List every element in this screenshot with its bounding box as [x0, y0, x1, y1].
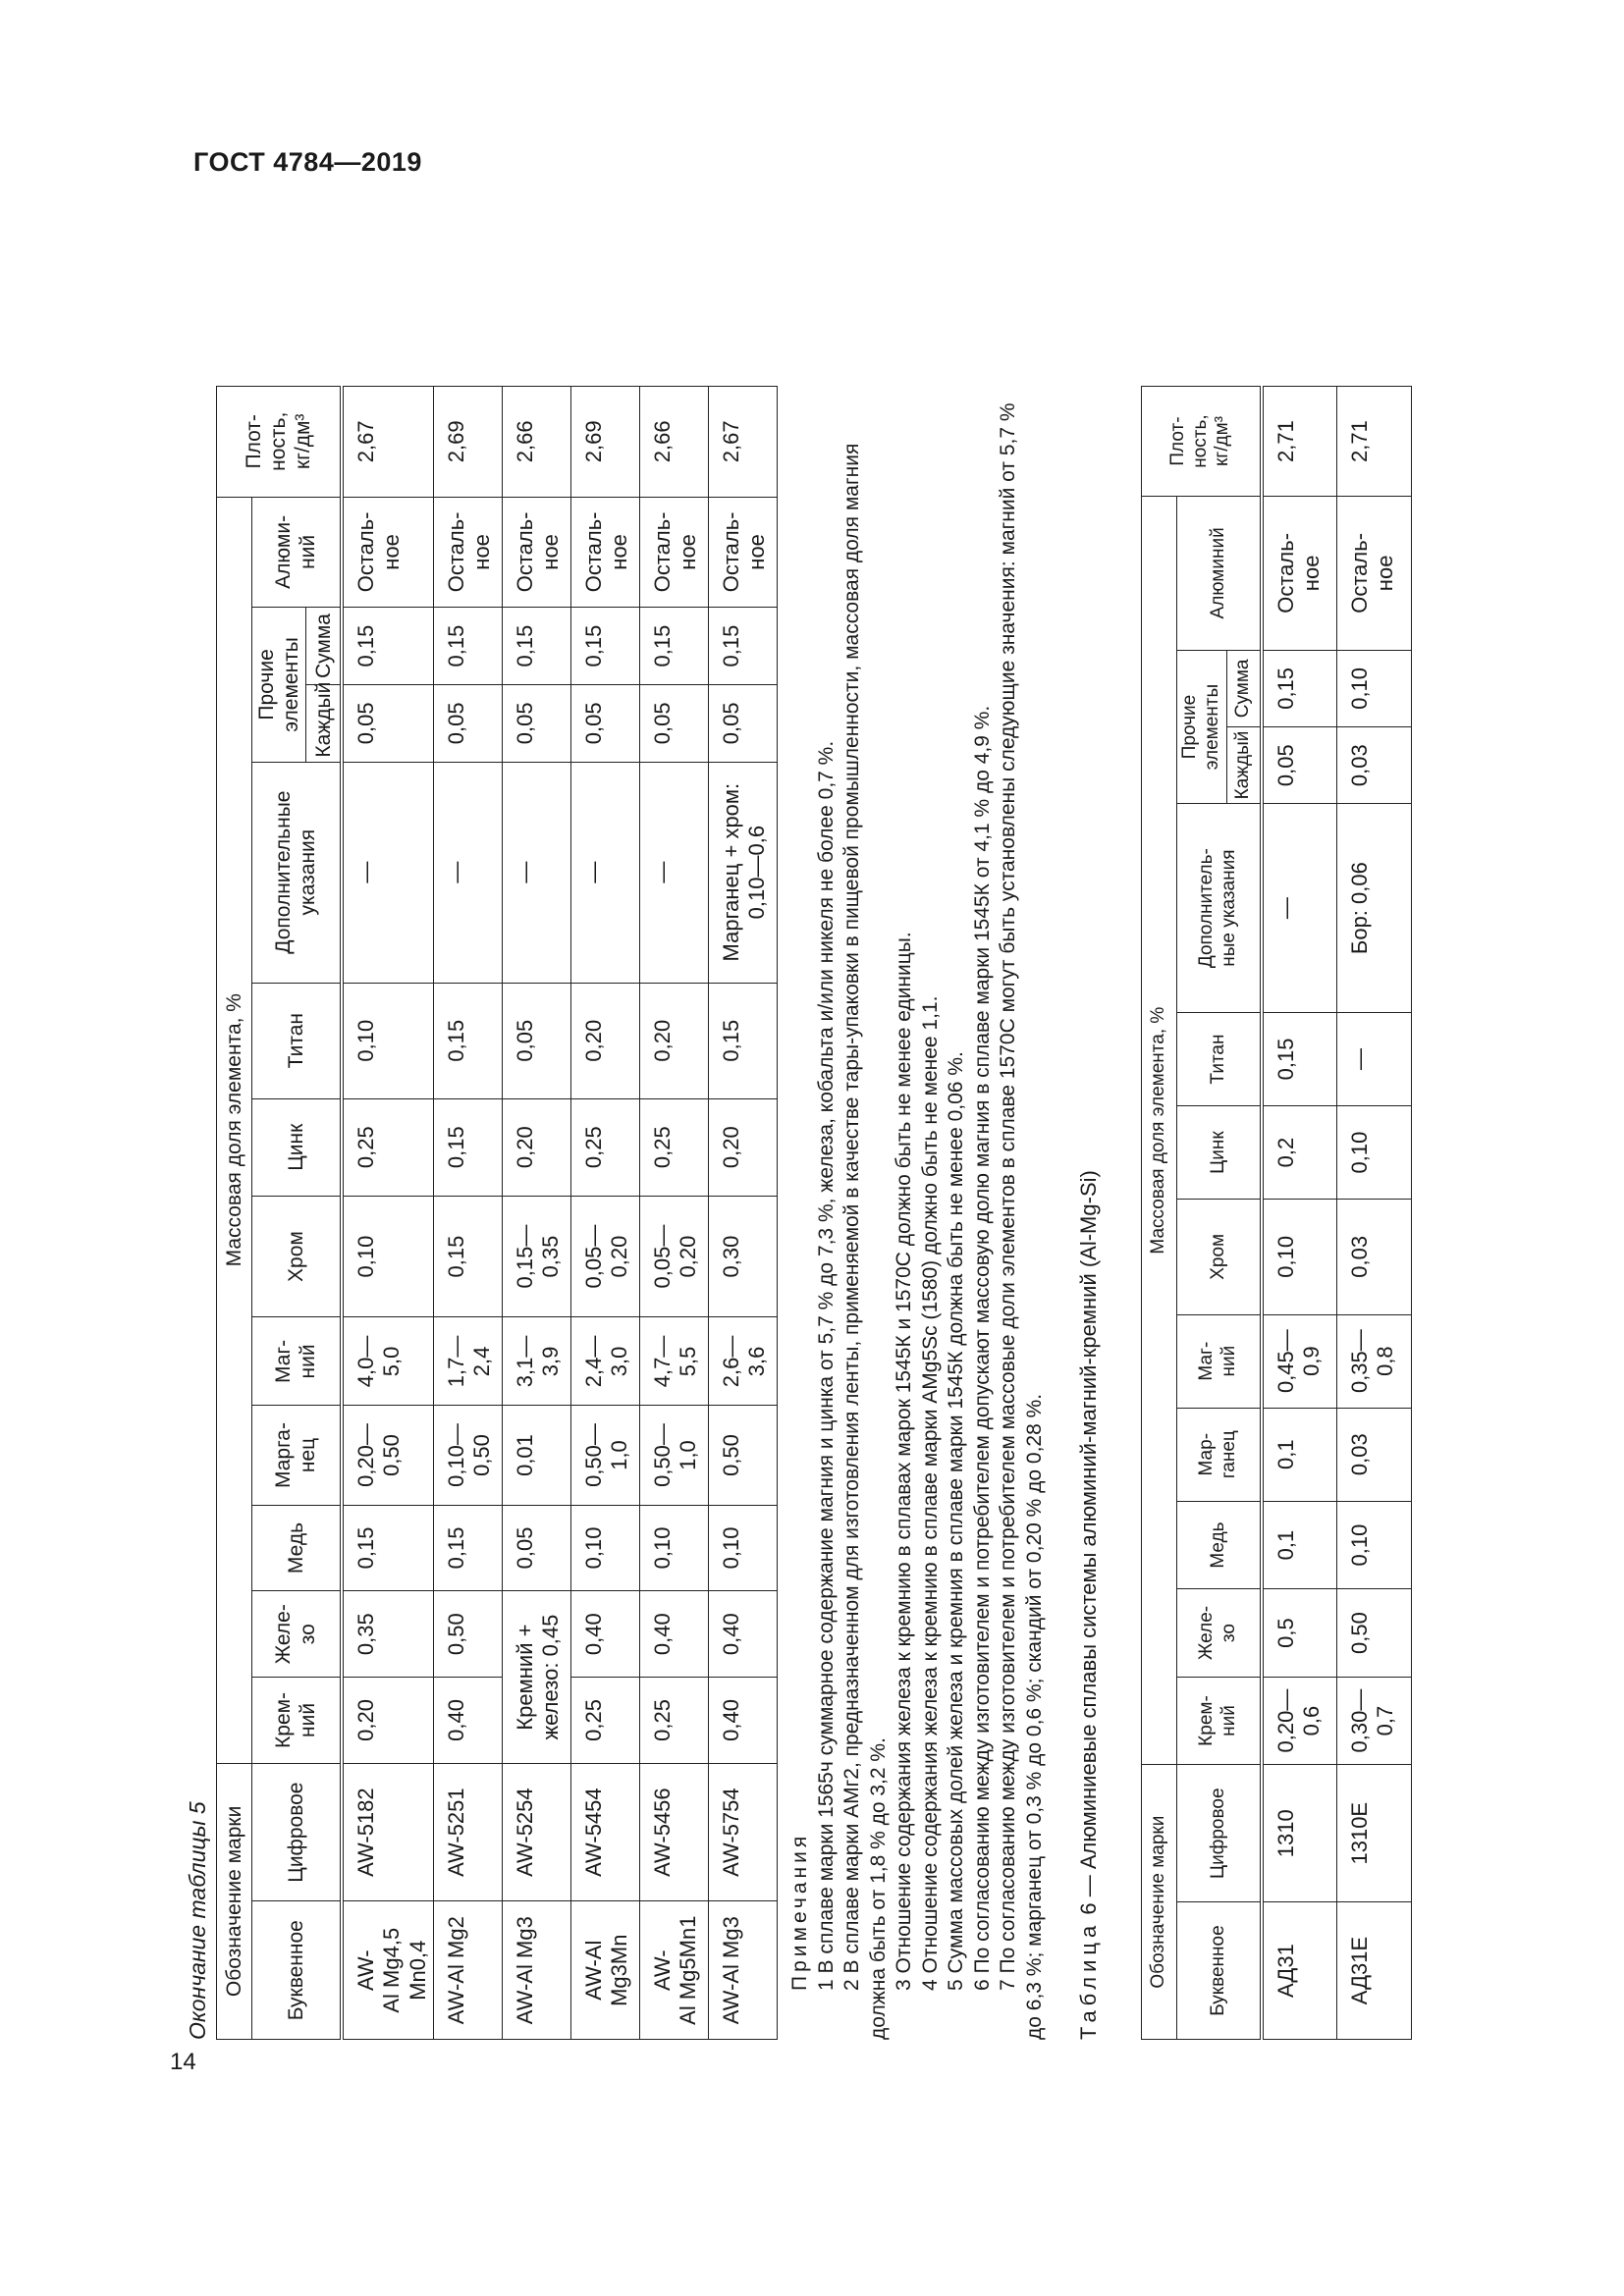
- cell-zn: 0,20: [503, 1098, 571, 1196]
- cell-mg: 0,45— 0,9: [1262, 1314, 1336, 1408]
- cell-fe: 0,50: [434, 1591, 503, 1678]
- cell-mn: 0,10— 0,50: [434, 1406, 503, 1505]
- t5-header-letter: Буквенное: [252, 1901, 342, 2040]
- t5-header-each: Каждый: [306, 684, 342, 762]
- cell-cu: 0,1: [1262, 1501, 1336, 1589]
- cell-digital: 1310Е: [1336, 1765, 1411, 1902]
- table6-caption: [1069, 204, 1109, 2040]
- cell-each: 0,05: [342, 684, 434, 762]
- cell-density: 2,69: [434, 387, 503, 498]
- cell-density: 2,71: [1262, 387, 1336, 497]
- cell-zn: 0,2: [1262, 1106, 1336, 1200]
- t6-header-additional: Дополнитель- ные указания: [1177, 804, 1263, 1013]
- cell-mn: 0,03: [1336, 1408, 1411, 1501]
- cell-letter: AW-Al Mg3Mn: [571, 1901, 640, 2040]
- cell-letter: AW- Al Mg5Mn1: [640, 1901, 709, 2040]
- table6-block: [1141, 204, 1455, 2040]
- page-number: 14: [170, 2049, 196, 2075]
- cell-zn: 0,25: [342, 1098, 434, 1196]
- cell-al: Осталь- ное: [434, 497, 503, 608]
- cell-sum: 0,10: [1336, 650, 1411, 726]
- cell-si: 0,40: [709, 1678, 778, 1764]
- cell-mg: 1,7— 2,4: [434, 1317, 503, 1406]
- cell-each: 0,05: [434, 684, 503, 762]
- cell-mg: 2,6— 3,6: [709, 1317, 778, 1406]
- cell-al: Осталь- ное: [1336, 497, 1411, 651]
- t6-header-zinc: Цинк: [1177, 1106, 1263, 1200]
- cell-cu: 0,10: [1336, 1501, 1411, 1589]
- cell-sum: 0,15: [571, 608, 640, 685]
- table5-notes: [787, 386, 1048, 2040]
- cell-al: Осталь- ное: [571, 497, 640, 608]
- cell-cr: 0,15— 0,35: [503, 1196, 571, 1317]
- cell-add: —: [640, 762, 709, 983]
- cell-ti: 0,05: [503, 983, 571, 1098]
- cell-zn: 0,20: [709, 1098, 778, 1196]
- table5-block: [179, 204, 1278, 2040]
- cell-density: 2,66: [503, 387, 571, 498]
- cell-letter: AW-Al Mg2: [434, 1901, 503, 2040]
- table-row: [503, 387, 571, 2040]
- cell-mg: 0,35— 0,8: [1336, 1314, 1411, 1408]
- t5-header-aluminium: Алюми- ний: [252, 497, 342, 608]
- cell-each: 0,05: [709, 684, 778, 762]
- cell-fe: 0,40: [640, 1591, 709, 1678]
- cell-sum: 0,15: [434, 608, 503, 685]
- cell-cu: 0,15: [434, 1505, 503, 1591]
- cell-digital: AW-5456: [640, 1763, 709, 1901]
- t5-header-titanium: Титан: [252, 983, 342, 1098]
- table-row: [640, 387, 709, 2040]
- cell-cr: 0,05— 0,20: [571, 1196, 640, 1317]
- cell-mn: 0,20— 0,50: [342, 1406, 434, 1505]
- cell-add: —: [342, 762, 434, 983]
- cell-cu: 0,10: [571, 1505, 640, 1591]
- t6-header-silicon: Крем- ний: [1177, 1677, 1263, 1765]
- cell-si: 0,30— 0,7: [1336, 1677, 1411, 1765]
- cell-add: —: [503, 762, 571, 983]
- t5-header-density: Плот- ность, кг/дм³: [217, 387, 342, 498]
- cell-mn: 0,50— 1,0: [640, 1406, 709, 1505]
- cell-si: 0,20: [342, 1678, 434, 1764]
- cell-digital: AW-5251: [434, 1763, 503, 1901]
- t6-header-chromium: Хром: [1177, 1200, 1263, 1314]
- table6: [1141, 386, 1412, 2040]
- t5-header-iron: Желе- зо: [252, 1591, 342, 1678]
- cell-fe: 0,5: [1262, 1589, 1336, 1678]
- t6-header-mass-fraction: Массовая доля элемента, %: [1142, 497, 1177, 1765]
- t6-header-copper: Медь: [1177, 1501, 1263, 1589]
- cell-cr: 0,15: [434, 1196, 503, 1317]
- t5-header-mass-fraction: Массовая доля элемента, %: [217, 497, 252, 1763]
- cell-add: —: [571, 762, 640, 983]
- t6-header-magnesium: Маг- ний: [1177, 1314, 1263, 1408]
- t6-header-density: Плот- ность, кг/дм³: [1142, 387, 1263, 497]
- table6-caption-prefix: Таблица: [1076, 1920, 1102, 2040]
- cell-letter: АД31Е: [1336, 1902, 1411, 2040]
- t5-header-silicon: Крем- ний: [252, 1678, 342, 1764]
- cell-sum: 0,15: [1262, 650, 1336, 726]
- t6-header-iron: Желе- зо: [1177, 1589, 1263, 1678]
- cell-add: —: [434, 762, 503, 983]
- t5-header-designation: Обозначение марки: [217, 1763, 252, 2039]
- cell-digital: 1310: [1262, 1765, 1336, 1902]
- cell-each: 0,03: [1336, 727, 1411, 804]
- cell-fe: 0,50: [1336, 1589, 1411, 1678]
- cell-each: 0,05: [1262, 727, 1336, 804]
- cell-cr: 0,10: [1262, 1200, 1336, 1314]
- cell-mn: 0,1: [1262, 1408, 1336, 1501]
- t6-header-letter: Буквенное: [1177, 1902, 1263, 2040]
- cell-sum: 0,15: [342, 608, 434, 685]
- note-item: 5 Сумма массовых долей железа и кремния в сплаве марки 1545К должна быть не менее 0,06 %.: [945, 1051, 968, 1991]
- note-item: 3 Отношение содержания железа к кремнию в сплавах марок 1545К и 1570С должно быть не менее единицы.: [893, 932, 916, 1991]
- cell-ti: 0,20: [571, 983, 640, 1098]
- table-row: [434, 387, 503, 2040]
- cell-density: 2,69: [571, 387, 640, 498]
- t5-header-digital: Цифровое: [252, 1763, 342, 1901]
- cell-add: Бор: 0,06: [1336, 804, 1411, 1013]
- cell-mg: 4,7— 5,5: [640, 1317, 709, 1406]
- cell-letter: AW- Al Mg4,5 Mn0,4: [342, 1901, 434, 2040]
- cell-ti: 0,15: [434, 983, 503, 1098]
- table-row: [571, 387, 640, 2040]
- cell-ti: 0,20: [640, 983, 709, 1098]
- t6-header-sum: Сумма: [1226, 650, 1262, 726]
- cell-letter: AW-Al Mg3: [503, 1901, 571, 2040]
- cell-al: Осталь- ное: [503, 497, 571, 608]
- cell-digital: AW-5254: [503, 1763, 571, 1901]
- cell-sum: 0,15: [640, 608, 709, 685]
- t5-header-magnesium: Маг- ний: [252, 1317, 342, 1406]
- cell-each: 0,05: [640, 684, 709, 762]
- cell-zn: 0,25: [571, 1098, 640, 1196]
- cell-ti: 0,10: [342, 983, 434, 1098]
- t6-header-each: Каждый: [1226, 727, 1262, 804]
- t5-header-zinc: Цинк: [252, 1098, 342, 1196]
- cell-letter: AW-Al Mg3: [709, 1901, 778, 2040]
- t6-header-other-elements: Прочие элементы: [1177, 650, 1227, 804]
- cell-al: Осталь- ное: [640, 497, 709, 608]
- table-row: [342, 387, 434, 2040]
- cell-each: 0,05: [571, 684, 640, 762]
- cell-zn: 0,15: [434, 1098, 503, 1196]
- cell-digital: AW-5182: [342, 1763, 434, 1901]
- cell-fe: 0,40: [709, 1591, 778, 1678]
- cell-mn: 0,50— 1,0: [571, 1406, 640, 1505]
- t5-header-additional: Дополнительные указания: [252, 762, 342, 983]
- table6-caption-text: 6 — Алюминиевые сплавы системы алюминий-магний-кремний (Al-Mg-Si): [1076, 1170, 1102, 1915]
- cell-cu: 0,10: [640, 1505, 709, 1591]
- table-row: [1262, 387, 1336, 2040]
- cell-si: 0,25: [640, 1678, 709, 1764]
- cell-al: Осталь- ное: [709, 497, 778, 608]
- cell-add: Марганец + хром: 0,10—0,6: [709, 762, 778, 983]
- t5-header-chromium: Хром: [252, 1196, 342, 1317]
- cell-al: Осталь- ное: [1262, 497, 1336, 651]
- notes-title: Примечания: [788, 1832, 812, 1991]
- document-header: ГОСТ 4784—2019: [193, 147, 422, 177]
- cell-sum: 0,15: [503, 608, 571, 685]
- cell-each: 0,05: [503, 684, 571, 762]
- t5-header-manganese: Марга- нец: [252, 1406, 342, 1505]
- cell-cu: 0,15: [342, 1505, 434, 1591]
- cell-mg: 2,4— 3,0: [571, 1317, 640, 1406]
- cell-cu: 0,05: [503, 1505, 571, 1591]
- cell-si: 0,40: [434, 1678, 503, 1764]
- cell-cr: 0,30: [709, 1196, 778, 1317]
- cell-si: 0,25: [571, 1678, 640, 1764]
- cell-mn: 0,50: [709, 1406, 778, 1505]
- note-item: 2 В сплаве марки АМг2, предназначенном для изготовления ленты, применяемой в качестве тары-упаковки в пищевой промышленности, массовая доля магния должна быть от 1,8 % до 3,2 %.: [840, 443, 890, 2040]
- t5-header-copper: Медь: [252, 1505, 342, 1591]
- cell-sum: 0,15: [709, 608, 778, 685]
- cell-ti: —: [1336, 1012, 1411, 1105]
- cell-fe: 0,35: [342, 1591, 434, 1678]
- cell-digital: AW-5754: [709, 1763, 778, 1901]
- cell-si: 0,20— 0,6: [1262, 1677, 1336, 1765]
- table-row: [1336, 387, 1411, 2040]
- cell-cr: 0,05— 0,20: [640, 1196, 709, 1317]
- cell-sife: Кремний + железо: 0,45: [503, 1591, 571, 1763]
- cell-cr: 0,10: [342, 1196, 434, 1317]
- note-item: 1 В сплаве марки 1565ч суммарное содержание магния и цинка от 5,7 % до 7,3 %, железа, кобальта и/или никеля не более 0,7 %.: [814, 740, 838, 1991]
- t6-header-titanium: Титан: [1177, 1012, 1263, 1105]
- t6-header-aluminium: Алюминий: [1177, 497, 1263, 651]
- cell-mn: 0,01: [503, 1406, 571, 1505]
- cell-digital: AW-5454: [571, 1763, 640, 1901]
- cell-density: 2,71: [1336, 387, 1411, 497]
- note-item: 7 По согласованию между изготовителем и потребителем массовые доли элементов в сплаве 1570С могут быть установлены следующие значения: магний от 5,7 % до 6,3 %; марганец от 0,3 % до 0,6 %; скандий от 0,20 % до 0,28 %.: [997, 402, 1046, 2040]
- t6-header-digital: Цифровое: [1177, 1765, 1263, 1902]
- cell-mg: 3,1— 3,9: [503, 1317, 571, 1406]
- cell-letter: АД31: [1262, 1902, 1336, 2040]
- t5-header-other-elements: Прочие элементы: [252, 608, 306, 762]
- cell-density: 2,66: [640, 387, 709, 498]
- cell-cu: 0,10: [709, 1505, 778, 1591]
- cell-ti: 0,15: [709, 983, 778, 1098]
- t5-header-sum: Сумма: [306, 608, 342, 685]
- cell-density: 2,67: [342, 387, 434, 498]
- cell-cr: 0,03: [1336, 1200, 1411, 1314]
- table5: [216, 386, 778, 2040]
- cell-zn: 0,25: [640, 1098, 709, 1196]
- cell-ti: 0,15: [1262, 1012, 1336, 1105]
- t6-header-designation: Обозначение марки: [1142, 1765, 1177, 2040]
- cell-zn: 0,10: [1336, 1106, 1411, 1200]
- note-item: 4 Отношение содержания железа к кремнию в сплаве марки AMg5Sc (1580) должно быть не менее 1,1.: [918, 995, 942, 1991]
- table5-continuation-caption: Окончание таблицы 5: [185, 1801, 210, 2040]
- cell-fe: 0,40: [571, 1591, 640, 1678]
- cell-mg: 4,0— 5,0: [342, 1317, 434, 1406]
- t6-header-manganese: Мар- ганец: [1177, 1408, 1263, 1501]
- cell-density: 2,67: [709, 387, 778, 498]
- cell-add: —: [1262, 804, 1336, 1013]
- cell-al: Осталь- ное: [342, 497, 434, 608]
- table-row: [709, 387, 778, 2040]
- note-item: 6 По согласованию между изготовителем и потребителем допускают массовую долю магния в сплаве марки 1545К от 4,1 % до 4,9 %.: [970, 705, 994, 1991]
